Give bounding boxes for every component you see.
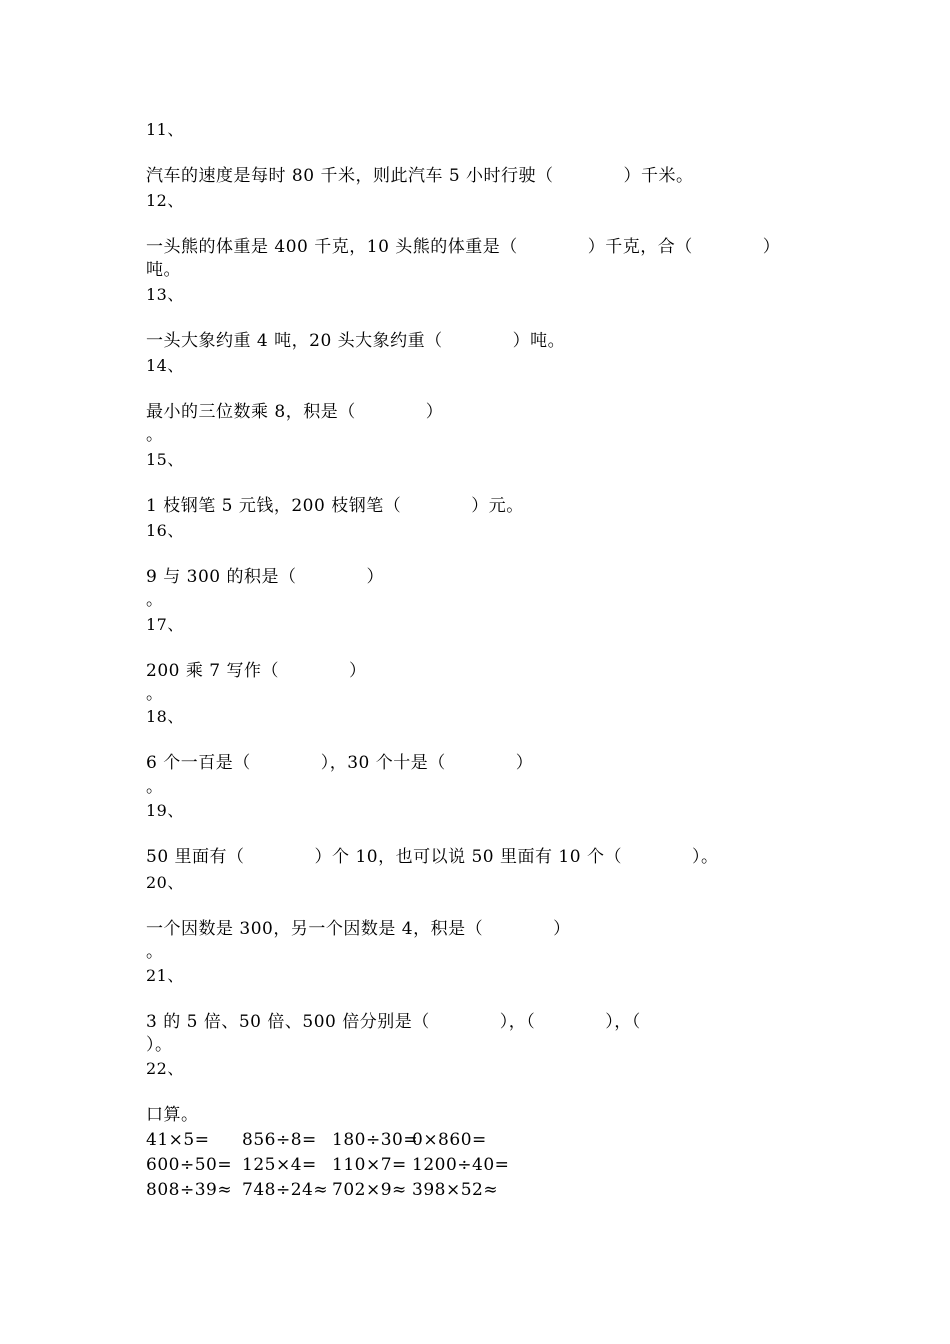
calc-item: 600÷50= bbox=[146, 1155, 233, 1175]
question-text-continued: ）。 bbox=[146, 1035, 173, 1055]
calc-item: 110×7= bbox=[332, 1155, 407, 1175]
calc-item: 41×5= bbox=[146, 1130, 210, 1150]
question-text: 3 的 5 倍、50 倍、500 倍分别是（ ），（ ），（ bbox=[146, 1012, 641, 1032]
question-number: 15、 bbox=[146, 450, 184, 469]
question-text: 最小的三位数乘 8，积是（ ） bbox=[146, 402, 444, 422]
calc-item: 398×52≈ bbox=[412, 1180, 499, 1200]
question-text: 一头熊的体重是 400 千克，10 头熊的体重是（ ）千克，合（ ） bbox=[146, 237, 781, 257]
question-text-continued: 。 bbox=[146, 684, 164, 704]
question-number: 14、 bbox=[146, 356, 184, 375]
question-text-continued: 。 bbox=[146, 590, 164, 610]
calc-item: 748÷24≈ bbox=[242, 1180, 329, 1200]
question-text-continued: 。 bbox=[146, 425, 164, 445]
question-number: 17、 bbox=[146, 615, 184, 634]
question-number: 19、 bbox=[146, 801, 184, 820]
question-number: 12、 bbox=[146, 191, 184, 210]
worksheet-page bbox=[146, 0, 846, 1344]
calc-item: 1200÷40= bbox=[412, 1155, 510, 1175]
question-number: 18、 bbox=[146, 707, 184, 726]
question-text-continued: 。 bbox=[146, 777, 164, 797]
question-number: 20、 bbox=[146, 873, 184, 892]
question-text: 一个因数是 300，另一个因数是 4，积是（ ） bbox=[146, 919, 571, 939]
question-text: 200 乘 7 写作（ ） bbox=[146, 661, 367, 681]
question-text: 汽车的速度是每时 80 千米，则此汽车 5 小时行驶（ ）千米。 bbox=[146, 166, 694, 186]
question-text: 1 枝钢笔 5 元钱，200 枝钢笔（ ）元。 bbox=[146, 496, 524, 516]
question-number: 16、 bbox=[146, 521, 184, 540]
question-number: 21、 bbox=[146, 966, 184, 985]
calc-item: 125×4= bbox=[242, 1155, 317, 1175]
calc-item: 180÷30= bbox=[332, 1130, 419, 1150]
question-number: 11、 bbox=[146, 120, 184, 139]
question-text: 一头大象约重 4 吨，20 头大象约重（ ）吨。 bbox=[146, 331, 566, 351]
question-text: 口算。 bbox=[146, 1105, 199, 1125]
calc-item: 808÷39≈ bbox=[146, 1180, 233, 1200]
question-text-continued: 。 bbox=[146, 942, 164, 962]
calc-item: 702×9≈ bbox=[332, 1180, 407, 1200]
calc-item: 0×860= bbox=[412, 1130, 487, 1150]
question-number: 22、 bbox=[146, 1059, 184, 1078]
question-text: 9 与 300 的积是（ ） bbox=[146, 567, 384, 587]
question-text-continued: 吨。 bbox=[146, 260, 181, 280]
question-text: 6 个一百是（ ），30 个十是（ ） bbox=[146, 753, 534, 773]
question-number: 13、 bbox=[146, 285, 184, 304]
calc-item: 856÷8= bbox=[242, 1130, 317, 1150]
question-text: 50 里面有（ ）个 10，也可以说 50 里面有 10 个（ ）。 bbox=[146, 847, 719, 867]
